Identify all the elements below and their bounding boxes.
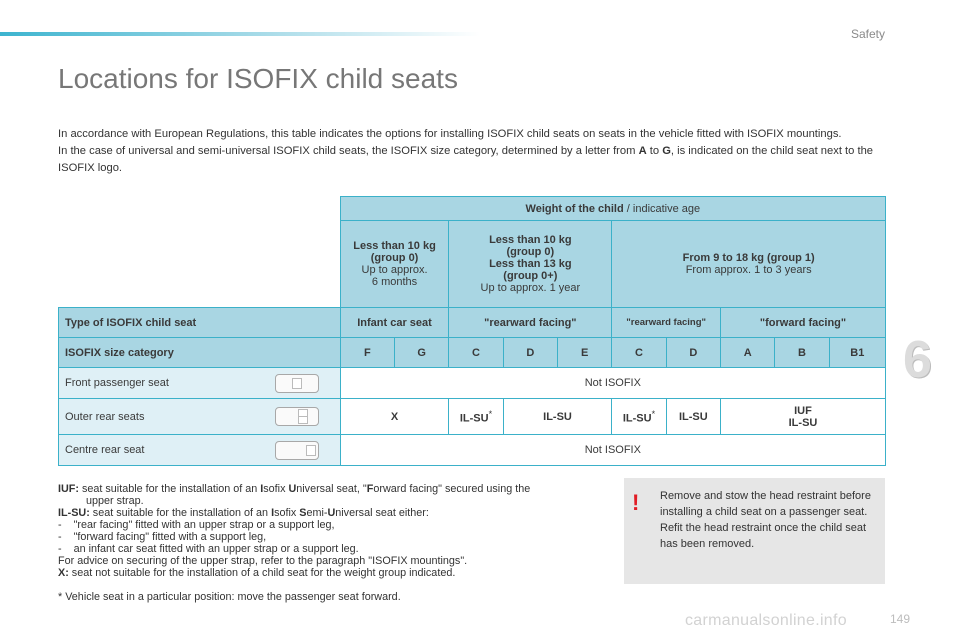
note-ilsu: IL-SU: seat suitable for the installation of an Isofix Semi-Universal seat either: [58,507,429,519]
page-title: Locations for ISOFIX child seats [58,63,458,94]
outer-rear-label-cell [59,399,341,435]
size-cell: G [395,338,449,368]
header-accent-bar [0,32,480,36]
outer-rear-c2: IL-SU* [612,399,666,435]
front-seat-value: Not ISOFIX [340,368,885,399]
centre-rear-value: Not ISOFIX [340,435,885,466]
footnote: * Vehicle seat in a particular position: move the passenger seat forward. [58,591,401,603]
outer-rear-c: IL-SU* [449,399,503,435]
size-row [59,338,886,368]
intro-paragraph-2: In the case of universal and semi-universal ISOFIX child seats, the ISOFIX size category, determined by a letter from A to G, is indicated on the child seat next to the ISOFIX logo. [58,145,874,174]
outer-rear-d2: IL-SU [666,399,720,435]
chapter-number: 6 [903,331,932,389]
type-forward: "forward facing" [721,308,886,338]
warning-line-1: Remove and stow the head restraint before installing a child seat on a passenger seat. [660,490,871,518]
note-iuf: IUF: seat suitable for the installation of an Isofix Universal seat, "Forward facing" secured using the [58,483,531,495]
size-cell: C [449,338,503,368]
front-seat-row [59,368,886,399]
group-0-infant: Less than 10 kg (group 0) Up to approx. 6 months [340,221,449,308]
size-cell: E [558,338,612,368]
note-bullet: - "rear facing" fitted with an upper strap or a support leg, [58,519,335,531]
size-cell: B [775,338,829,368]
weight-header: Weight of the child / indicative age [340,197,885,221]
size-cell: D [503,338,557,368]
weight-header-row [59,197,886,221]
type-rearward-1: "rearward facing" [449,308,612,338]
note-advice: For advice on securing of the upper strap, refer to the paragraph "ISOFIX mountings". [58,555,468,567]
group-1: From 9 to 18 kg (group 1) From approx. 1 to 3 years [612,221,886,308]
note-x: X: seat not suitable for the installation of a child seat for the weight group indicated. [58,567,456,579]
warning-text [660,488,875,552]
size-label: ISOFIX size category [59,338,341,368]
centre-rear-label-cell [59,435,341,466]
intro-paragraph-1: In accordance with European Regulations, this table indicates the options for installing ISOFIX child seats on seats in the vehicle fitted with ISOFIX mountings. [58,128,842,140]
size-cell: F [340,338,394,368]
size-cell: C [612,338,666,368]
car-seat-diagram-icon [275,441,319,460]
note-bullet: - "forward facing" fitted with a support leg, [58,531,267,543]
warning-line-2: Refit the head restraint once the child seat has been removed. [660,522,867,550]
note-bullet: - an infant car seat fitted with an upper strap or a support leg. [58,543,359,555]
warning-exclamation-icon: ! [632,490,640,515]
isofix-table [58,196,886,466]
front-seat-label: Front passenger seat [65,377,169,389]
intro-text [58,126,878,177]
note-iuf-cont: upper strap. [86,495,144,507]
outer-rear-infant: X [340,399,449,435]
outer-rear-de: IL-SU [503,399,612,435]
group-row [59,221,886,308]
outer-rear-label: Outer rear seats [65,410,145,423]
size-cell: A [721,338,775,368]
type-infant: Infant car seat [340,308,449,338]
group-0-plus: Less than 10 kg (group 0) Less than 13 kg (group 0+) Up to approx. 1 year [449,221,612,308]
centre-rear-row [59,435,886,466]
section-name: Safety [850,27,885,41]
page-number: 149 [889,612,910,626]
outer-rear-forward: IUF IL-SU [721,399,886,435]
size-cell: D [666,338,720,368]
legend-notes [58,483,618,579]
car-seat-diagram-icon [275,374,319,393]
outer-rear-row [59,399,886,435]
type-row [59,308,886,338]
type-rearward-2: "rearward facing" [612,308,721,338]
size-cell: B1 [829,338,885,368]
centre-rear-label: Centre rear seat [65,444,145,456]
warning-box [624,478,885,584]
type-label: Type of ISOFIX child seat [59,308,341,338]
car-seat-diagram-icon [275,407,319,426]
watermark: carmanualsonline.info [685,612,847,629]
front-seat-label-cell [59,368,341,399]
